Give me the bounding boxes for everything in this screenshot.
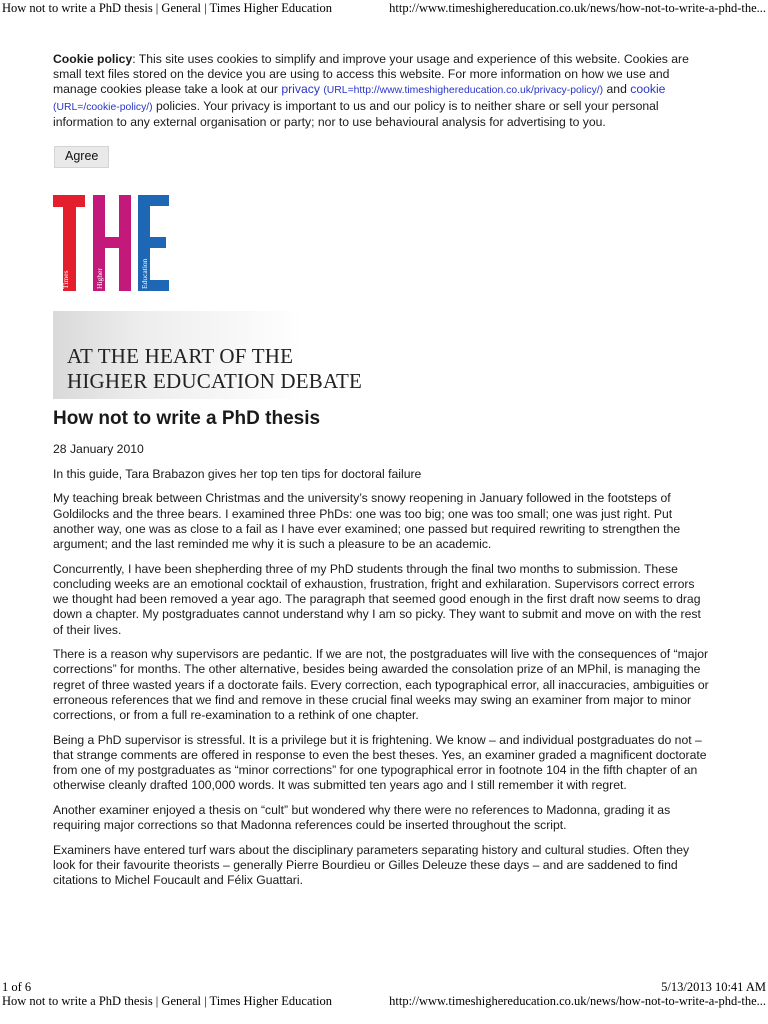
page-number: 1 of 6 (2, 980, 32, 994)
article-paragraph: There is a reason why supervisors are pedantic. If we are not, the postgraduates will live with the consequences of “major corrections” for months. The other alternative, besides being awarded the consolation prize of an MPhil, is managing the regret of three wasted years if a doctorate fails. Every correction, each typographical error, all inaccuracies, ambiguities or erroneous references that we find and remove in these crucial final weeks may swing an examiner from major to minor corrections, or from a full re-examination to a rethink of one chapter. (53, 647, 709, 723)
header-url: http://www.timeshighereducation.co.uk/news/how-not-to-write-a-phd-the... (389, 994, 766, 1008)
agree-button[interactable]: Agree (54, 146, 109, 168)
cookie-link[interactable]: cookie (630, 82, 666, 97)
print-header-next-page (0, 994, 768, 1010)
privacy-url[interactable]: (URL=http://www.timeshighereducation.co.uk/privacy-policy/) (323, 85, 604, 97)
article-paragraph: Concurrently, I have been shepherding three of my PhD students through the final two months to submission. These concluding weeks are an emotional cocktail of exhaustion, frustration, fright and exhilaration. Supervisors correct errors we thought had been removed a year ago. The paragraph that seemed good enough in the first draft now seems to drag down a chapter. My postgraduates cannot understand why I am so picky. They want to submit and move on with the rest of their lives. (53, 561, 701, 637)
article-paragraph: Another examiner enjoyed a thesis on “cult” but wondered why there were no references to Madonna, grading it as requiring major corrections so that Madonna references could be inserted throughout the script. (53, 803, 671, 833)
header-url: http://www.timeshighereducation.co.uk/news/how-not-to-write-a-phd-the... (389, 1, 766, 15)
privacy-link[interactable]: privacy (281, 82, 320, 97)
cookie-label: Cookie policy (53, 52, 133, 66)
logo-word-education: Education (140, 258, 149, 289)
cookie-notice (53, 52, 713, 168)
banner-line-1: AT THE HEART OF THE (67, 344, 294, 368)
the-logo[interactable] (53, 195, 169, 291)
banner-line-2: HIGHER EDUCATION DEBATE (67, 369, 363, 393)
article-paragraph: Examiners have entered turf wars about the disciplinary parameters separating history and cultural studies. Often they look for their favourite theorists – generally Pierre Bourdieu or Gilles Deleuze these days – and are saddened to find citations to Michel Foucault and Félix Guattari. (53, 842, 690, 888)
cookie-url[interactable]: (URL=/cookie-policy/) (53, 101, 153, 113)
cookie-text-before: : This site uses cookies to simplify and improve your usage and experience of this website. Cookies are small text files stored on the device you are using to access this website. For more information on how we use and manage cookies please take a look at our (53, 52, 689, 97)
print-datetime: 5/13/2013 10:41 AM (661, 980, 766, 994)
cookie-text (53, 52, 713, 130)
print-header (0, 1, 768, 17)
cookie-and: and (603, 82, 631, 97)
print-footer (0, 980, 768, 994)
logo-word-higher: Higher (95, 268, 104, 289)
article-title: How not to write a PhD thesis (53, 408, 321, 429)
header-title: How not to write a PhD thesis | General | Times Higher Education (2, 994, 332, 1008)
article-paragraph: My teaching break between Christmas and the university’s snowy reopening in January followed in the footsteps of Goldilocks and the three bears. I examined three PhDs: one was too big; one was too small; one was just right. Put another way, one was as close to a fail as I have ever examined; one passed but required rewriting to strengthen the argument; and the last reminded me why it is such a pleasure to be an academic. (53, 491, 681, 552)
article-date: 28 January 2010 (53, 442, 144, 456)
article-paragraph: Being a PhD supervisor is stressful. It is a privilege but it is frightening. We know – and individual postgraduates do not – that strange comments are offered in response to even the best theses. Yes, an examiner graded a magnificent doctorate from one of my postgraduates as “minor corrections” for one typographical error in footnote 104 in the fifth chapter of an otherwise cleanly drafted 100,000 words. It was submitted ten years ago and I still remember it with regret. (53, 732, 707, 793)
banner-tagline (67, 344, 427, 394)
article-standfirst: In this guide, Tara Brabazon gives her top ten tips for doctoral failure (53, 466, 422, 481)
article (53, 408, 713, 898)
logo-word-times: Times (61, 270, 70, 289)
header-title: How not to write a PhD thesis | General | Times Higher Education (2, 1, 332, 15)
cookie-text-after: policies. Your privacy is important to us and our policy is to neither share or sell your personal information to any external organisation or party; nor to use behavioural analysis for advertising to you. (53, 98, 659, 129)
